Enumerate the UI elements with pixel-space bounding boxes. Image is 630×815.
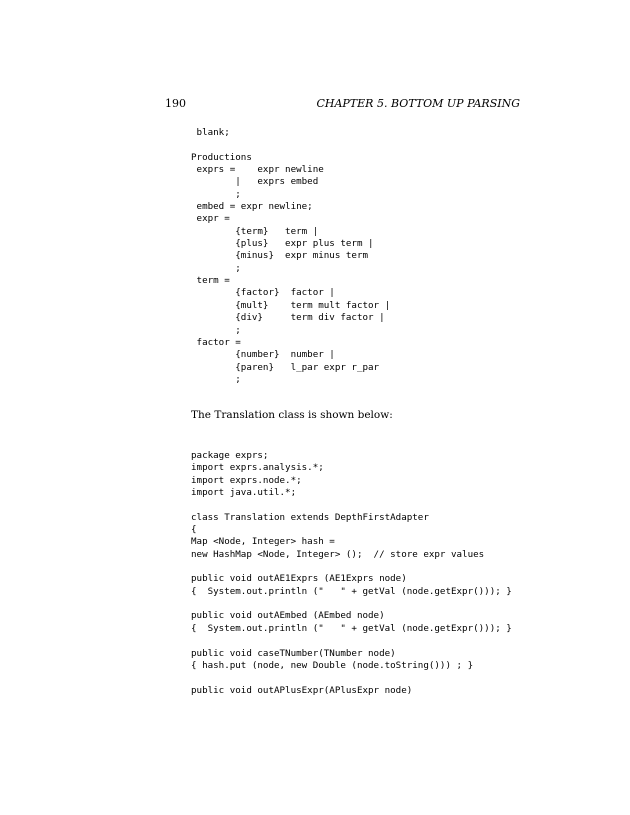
code-line: class Translation extends DepthFirstAdapter <box>191 511 429 523</box>
code-line: term = <box>191 275 230 287</box>
code-line: | exprs embed <box>191 176 319 188</box>
code-line: {mult} term mult factor | <box>191 299 391 311</box>
code-line: {paren} l_par expr r_par <box>191 361 380 373</box>
code-line: {minus} expr minus term <box>191 250 369 262</box>
code-line <box>191 635 512 647</box>
code-line: public void caseTNumber(TNumber node) <box>191 647 396 659</box>
code-line: expr = <box>191 213 230 225</box>
code-line <box>191 598 512 610</box>
code-line <box>191 499 512 511</box>
code-line: new HashMap <Node, Integer> (); // store expr values <box>191 548 485 560</box>
code-line: {div} term div factor | <box>191 312 385 324</box>
code-line: {number} number | <box>191 349 335 361</box>
code-line <box>191 561 512 573</box>
code-line: blank; <box>191 127 230 138</box>
code-line: factor = <box>191 336 241 348</box>
code-line <box>191 139 390 151</box>
code-line: Map <Node, Integer> hash = <box>191 536 335 548</box>
code-line: {term} term | <box>191 225 319 237</box>
code-line: public void outAE1Exprs (AE1Exprs node) <box>191 573 407 585</box>
code-line: ; <box>191 373 241 385</box>
code-line: public void outAPlusExpr(APlusExpr node) <box>191 684 413 696</box>
java-code-block <box>191 450 512 697</box>
code-line <box>191 672 512 684</box>
code-line: {plus} expr plus term | <box>191 238 374 250</box>
page-header <box>165 97 520 113</box>
page-number: 190 <box>165 97 186 110</box>
code-line: ; <box>191 262 241 274</box>
code-line: { hash.put (node, new Double (node.toString())) ; } <box>191 659 474 671</box>
running-head: CHAPTER 5. BOTTOM UP PARSING <box>316 97 520 110</box>
code-line: embed = expr newline; <box>191 201 313 213</box>
code-line: {factor} factor | <box>191 287 335 299</box>
code-line: import exprs.analysis.*; <box>191 462 324 474</box>
code-line: import exprs.node.*; <box>191 474 302 486</box>
intro-paragraph: The Translation class is shown below: <box>191 409 393 421</box>
code-line: { <box>191 524 197 536</box>
code-line: public void outAEmbed (AEmbed node) <box>191 610 385 622</box>
code-line: { System.out.println (" " + getVal (node.getExpr())); } <box>191 622 512 634</box>
code-line: ; <box>191 188 241 200</box>
grammar-code-block <box>191 127 390 386</box>
code-line: { System.out.println (" " + getVal (node.getExpr())); } <box>191 585 512 597</box>
code-line: ; <box>191 324 241 336</box>
code-line: exprs = expr newline <box>191 164 324 176</box>
code-line: import java.util.*; <box>191 487 297 499</box>
code-line: package exprs; <box>191 450 269 461</box>
code-line: Productions <box>191 151 252 163</box>
